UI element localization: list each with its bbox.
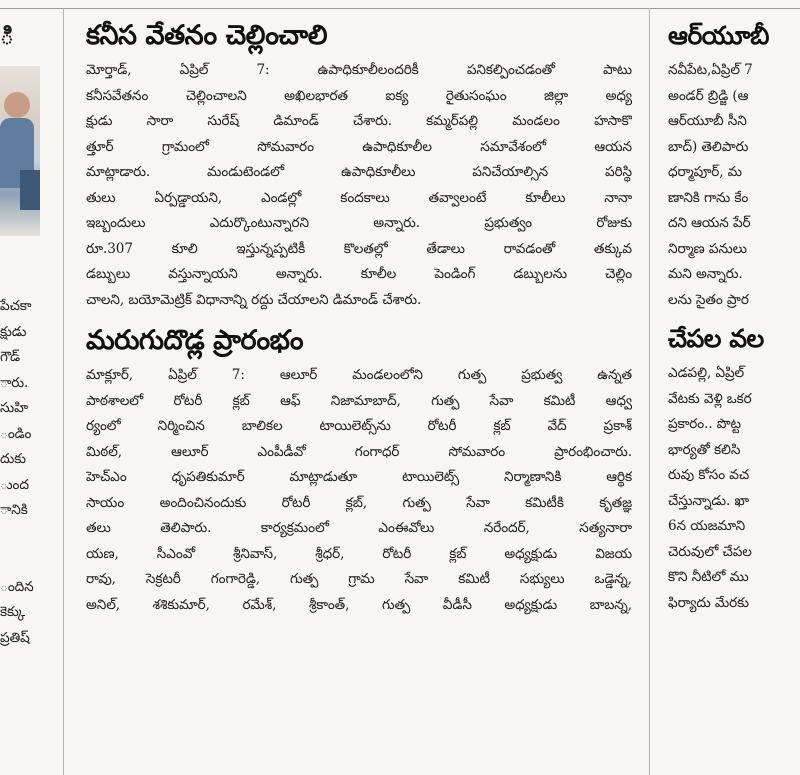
article-body-wages (86, 58, 632, 313)
article-body-rub (668, 58, 800, 313)
text-line: ఆర్‌యూబీ సీని (668, 113, 747, 129)
text-line: ణానికి గాను కేం (668, 189, 749, 206)
text-line: లను సైతం ప్రార (668, 291, 749, 308)
top-rule (0, 8, 800, 9)
text-line: 6న యజమాని (668, 518, 746, 534)
text-line: డబ్బులు వస్తున్నాయని అన్నారు. కూలీల పెండింగ్ డబ్బులను చెల్లిం (86, 266, 632, 282)
center-column (86, 16, 632, 775)
text-line: మోర్తాడ్, ఏప్రిల్ 7: ఉపాధికూలీలందరికీ పనికల్పించడంతో పాటు (86, 62, 632, 78)
text-line: మాక్లూర్, ఏప్రిల్ 7: ఆలూర్ మండలంలోని గుత్ప ప్రభుత్వ ఉన్నత (86, 367, 632, 383)
text-line: ర్యంలో నిర్మించిన బాలికల టాయిలెట్స్‌ను రోటరీ క్లబ్ వేద్ ప్రకాశ్ (86, 418, 632, 434)
text-line: త్తూర్ గ్రామంలో సోమవారం ఉపాధికూలీల సమావేశంలో ఆయన (86, 138, 632, 155)
text-line: ారు. (0, 374, 29, 391)
text-line: రూ.307 కూలి ఇస్తున్నప్పటికీ కొలతల్లో తేడాలు రావడంతో తక్కువ (86, 240, 632, 257)
left-body-text (0, 294, 46, 651)
text-line: చేస్తున్నాడు. ఖా (668, 492, 750, 509)
text-line: మిఠల్, ఆలూర్ ఎంపీడీవో గంగాధర్ సోమవారం ప్రారంభించారు. (86, 443, 632, 460)
text-line: క్షుడు (0, 323, 27, 340)
text-line: చెరువులో చేపల (668, 543, 752, 560)
text-line: సాయం అందించినందుకు రోటరీ క్లబ్, గుత్ప సేవా కమిటీకి కృతజ్ఞ (86, 494, 632, 511)
text-line: సుహి (0, 400, 29, 416)
text-line: ఇబ్బందులు ఎదుర్కొంటున్నారని అన్నారు. ప్రభుత్వం రోజుకు (86, 215, 632, 231)
text-line: ప్రకారం.. పొట్ట (668, 416, 741, 432)
article-body-fishnet (668, 361, 800, 616)
article-headline-toilets: మరుగుదొడ్ల ప్రారంభం (86, 325, 304, 356)
text-line: ధర్మాపూర్, మ (668, 164, 742, 180)
text-line: నవీపేట,ఏప్రిల్ 7 (668, 62, 753, 78)
text-line: రావు, సెక్రటరీ గంగారెడ్డి, గుత్ప గ్రామ సేవా కమిటీ సభ్యులు ఒడ్డెన్న, (86, 571, 632, 587)
text-line: యణ, సీఎంవో శ్రీనివాస్, శ్రీధర్, రోటరీ క్లబ్ అధ్యక్షుడు విజయ (86, 545, 632, 562)
left-column (0, 16, 46, 775)
text-line: ఎడపల్లి, ఏప్రిల్ (668, 365, 745, 381)
text-line: కెక్కు (0, 604, 26, 620)
text-line: ండిం (0, 425, 32, 442)
text-line: ానికి (0, 502, 28, 518)
article-headline-wages: కనీస వేతనం చెల్లించాలి (86, 20, 328, 51)
text-line: చాలని, బయోమెట్రిక్ విధానాన్ని రద్దు చేయాలని డిమాండ్ చేశారు. (86, 291, 422, 308)
article-body-toilets (86, 363, 632, 618)
text-line: దని ఆయన పేర్ (668, 215, 751, 231)
column-divider-left (63, 8, 64, 775)
text-line: గౌడ్ (0, 349, 20, 365)
text-line: పేచకా (0, 298, 32, 314)
text-line: బాద్) తెలిపారు (668, 138, 749, 155)
text-line: ఫిర్యాదు మేరకు (668, 594, 749, 611)
text-line: అనిల్, శశికుమార్, రమేశ్, శ్రీకాంత్, గుత్ప వీడీసీ అధ్యక్షుడు బాబన్న, (86, 596, 632, 613)
text-line: భార్యతో కలిసి (668, 441, 741, 458)
text-line: ందిన (0, 578, 34, 595)
article-headline-rub: ఆర్‌యూబీ (668, 21, 769, 50)
column-divider-right (649, 8, 650, 775)
text-line: క్షుడు సారా సురేష్ డిమాండ్ చేశారు. కమ్మర్‌పల్లి మండలం హసాకొ (86, 113, 632, 129)
text-line: వేటకు వెళ్లి ఒకర (668, 390, 752, 407)
text-line: కనీసవేతనం చెల్లించాలని అఖిలభారత ఐక్య రైతుసంఘం జిల్లా అధ్య (86, 87, 632, 104)
text-line: ప్రతిష్ (0, 629, 30, 646)
text-line: రువు కోసం వచ (668, 467, 750, 483)
text-line: మని అన్నారు. (668, 266, 743, 282)
text-line: మాట్లాడారు. మండుటెండలో ఉపాధికూలీలు పనిచేయాల్సిన పరిస్థి (86, 164, 632, 180)
text-line: హెచ్‌ఎం ధృపతికుమార్ మాట్లాడుతూ టాయిలెట్స్ నిర్మాణానికి ఆర్థిక (86, 469, 632, 485)
text-line: అండర్ బ్రిడ్జి (ఆ (668, 87, 749, 104)
article-headline-fishnet: చేపల వల (668, 324, 764, 353)
photo-person-head (4, 92, 30, 118)
text-line: తులు ఏర్పడ్డాయని, ఎండల్లో కందకాలు తవ్వాలంటే కూలీలు నానా (86, 189, 632, 206)
text-line: నిర్మాణ పనులు (668, 240, 747, 257)
text-line: పాఠశాలలో రోటరీ క్లబ్ ఆఫ్ నిజామాబాద్, గుత్ప సేవా కమిటీ ఆధ్వ (86, 392, 632, 409)
text-line: కొని నీటిలో ము (668, 569, 749, 585)
text-line: ుంద (0, 476, 29, 493)
text-line: దుకు (0, 451, 26, 467)
paragraph-gap (0, 524, 46, 575)
news-photo (0, 66, 40, 236)
right-column (668, 16, 800, 775)
left-headline: ి (0, 22, 14, 50)
photo-person-legs (20, 170, 40, 210)
text-line: తలు తెలిపారు. కార్యక్రమంలో ఎంఈవోలు నరేందర్, సత్యనారా (86, 520, 632, 536)
